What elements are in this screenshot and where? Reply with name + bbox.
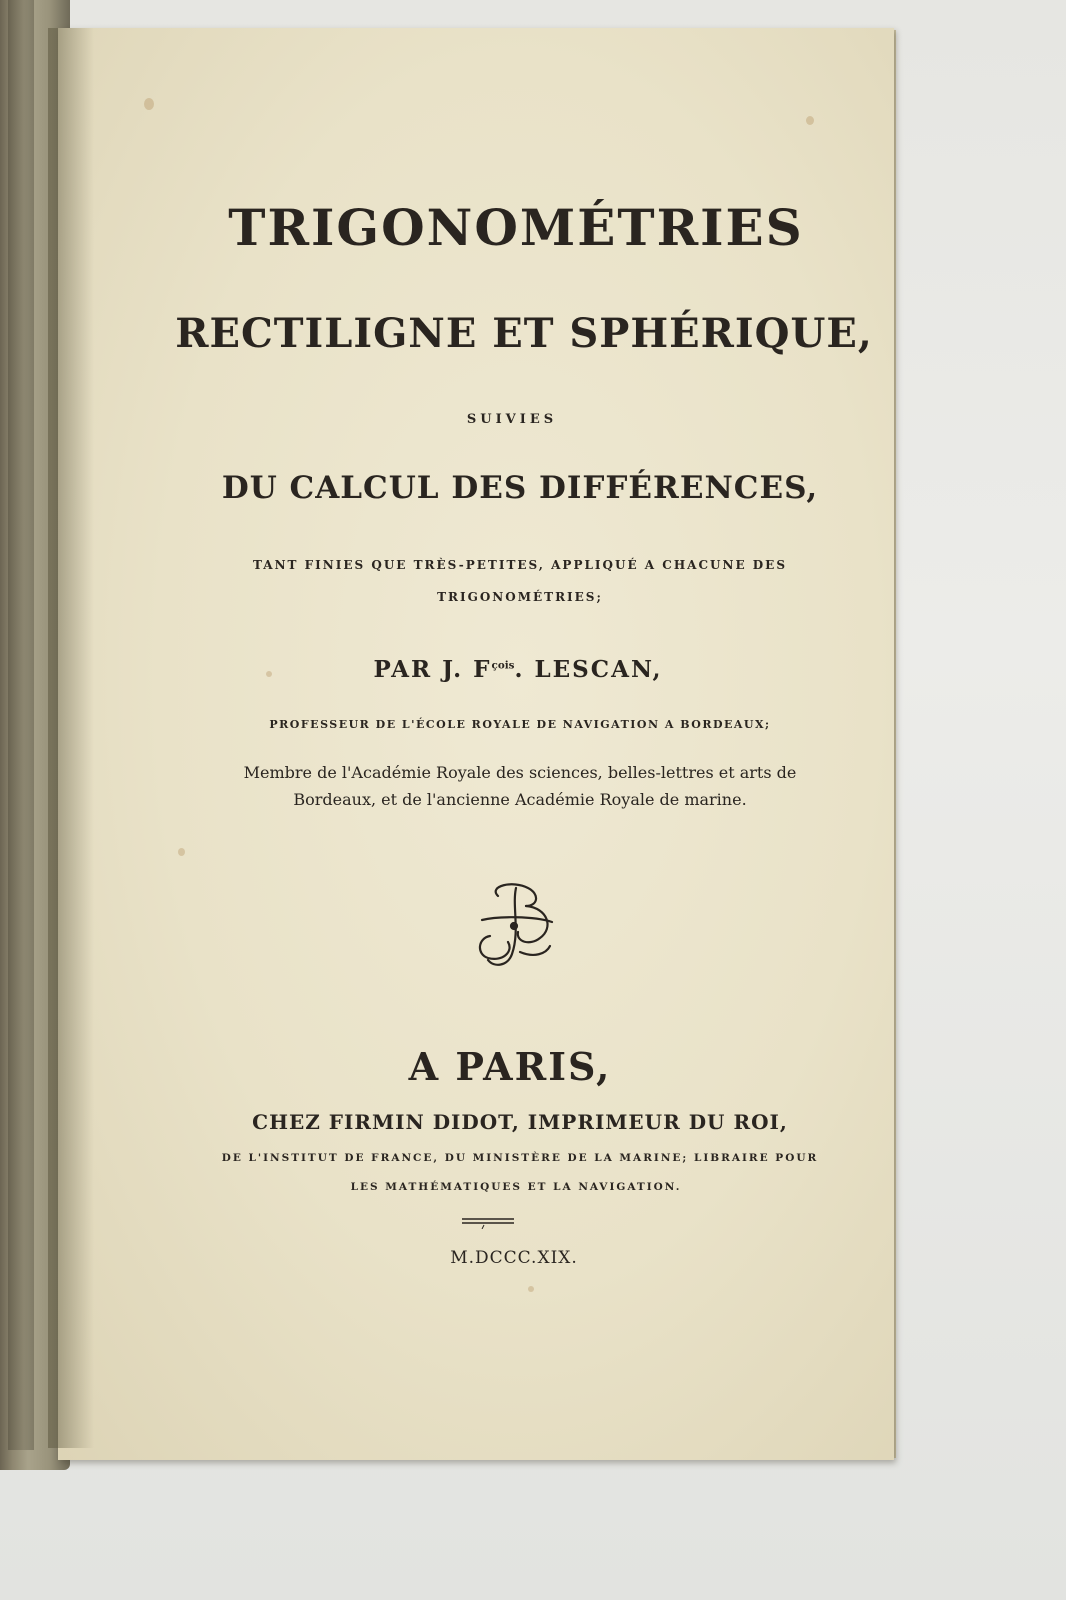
description-line-2: TRIGONOMÉTRIES; bbox=[437, 590, 603, 604]
author-suffix: . LESCAN, bbox=[514, 656, 663, 683]
publication-year: M.DCCC.XIX. bbox=[450, 1248, 578, 1268]
publisher-detail-line-1: DE L'INSTITUT DE FRANCE, DU MINISTÈRE DE LA MARINE; LIBRAIRE POUR bbox=[221, 1152, 819, 1164]
gutter-shadow bbox=[48, 28, 94, 1448]
membership-line-2: Bordeaux, et de l'ancienne Académie Royale de marine. bbox=[293, 790, 747, 809]
subtitle: DU CALCUL DES DIFFÉRENCES, bbox=[221, 470, 819, 506]
foxing-spot bbox=[806, 116, 814, 125]
author-line bbox=[100, 656, 936, 683]
description-line-1: TANT FINIES QUE TRÈS-PETITES, APPLIQUÉ A CHACUNE DES bbox=[253, 558, 787, 572]
place-of-publication: A PARIS, bbox=[408, 1044, 612, 1089]
foxing-spot bbox=[178, 848, 185, 856]
suivies-label: SUIVIES bbox=[466, 412, 558, 427]
foxing-spot bbox=[528, 1286, 534, 1292]
author-position: PROFESSEUR DE L'ÉCOLE ROYALE DE NAVIGATION A BORDEAUX; bbox=[269, 718, 771, 731]
binding-edge bbox=[8, 0, 34, 1450]
title-line-2: RECTILIGNE ET SPHÉRIQUE, bbox=[175, 310, 873, 357]
monogram-icon bbox=[468, 876, 564, 976]
membership-line-1: Membre de l'Académie Royale des sciences, belles-lettres et arts de bbox=[243, 763, 797, 782]
publisher: CHEZ FIRMIN DIDOT, IMPRIMEUR DU ROI, bbox=[252, 1110, 788, 1134]
double-rule-ornament bbox=[460, 1215, 516, 1229]
author-superscript: çois bbox=[491, 659, 515, 672]
publisher-detail-line-2: LES MATHÉMATIQUES ET LA NAVIGATION. bbox=[350, 1181, 682, 1193]
title-page bbox=[58, 28, 894, 1460]
foxing-spot bbox=[144, 98, 154, 110]
title-line-1: TRIGONOMÉTRIES bbox=[228, 198, 804, 257]
author-prefix: PAR J. F bbox=[373, 656, 492, 683]
